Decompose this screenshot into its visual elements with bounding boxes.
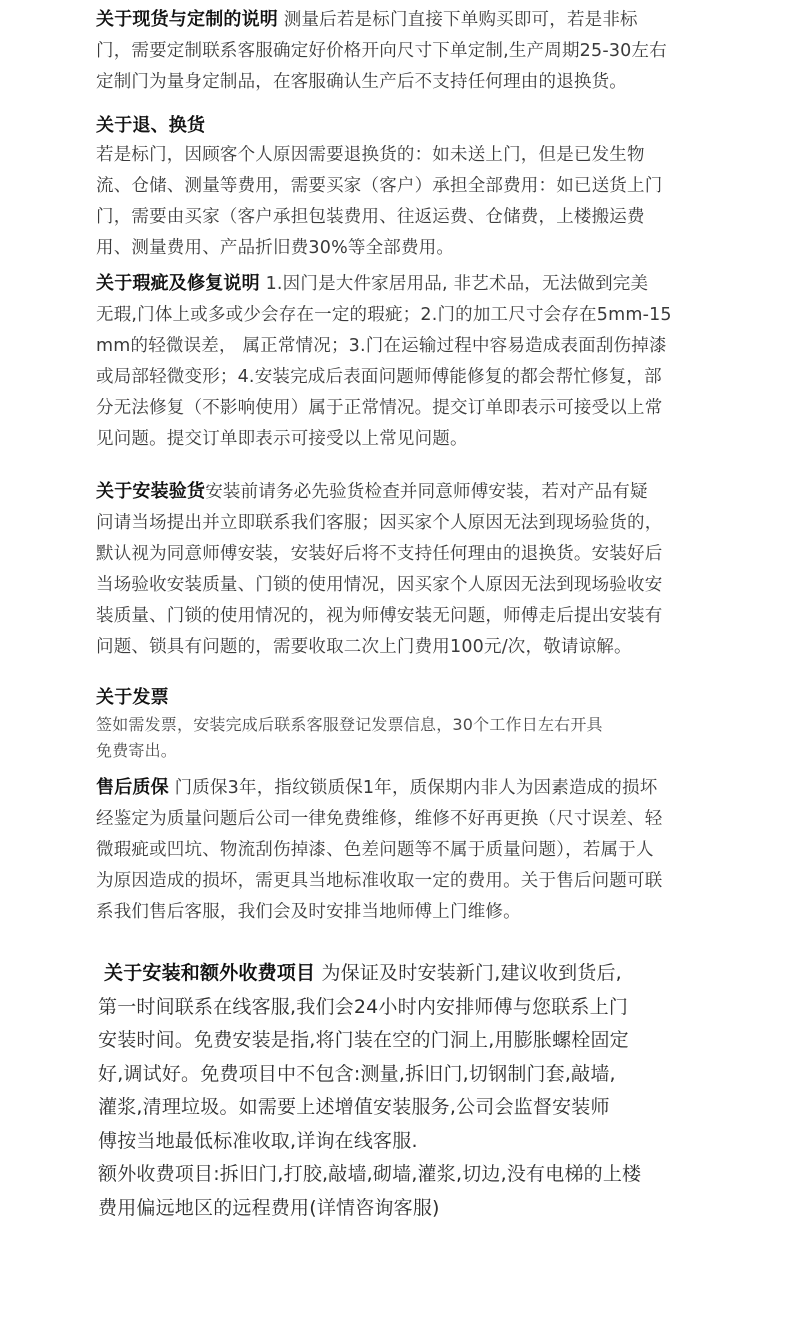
section-stock-and-custom: [96, 4, 700, 98]
section-line: 门，需要定制联系客服确定好价格开向尺寸下单定制,生产周期25-30左右: [96, 41, 667, 61]
section-return-exchange: [96, 112, 700, 264]
section-line: 费用偏远地区的远程费用(详情咨询客服): [98, 1196, 440, 1219]
section-invoice: [96, 684, 700, 764]
section-line: 无瑕,门体上或多或少会存在一定的瑕疵；2.门的加工尺寸会存在5mm-15: [96, 305, 672, 325]
section-line: 流、仓储、测量等费用，需要买家（客户）承担全部费用：如已送货上门: [96, 176, 663, 196]
section-title: 关于瑕疵及修复说明: [96, 273, 260, 294]
section-line: 售后质保 门质保3年，指纹锁质保1年，质保期内非人为因素造成的损坏: [96, 777, 658, 798]
section-line: 问请当场提出并立即联系我们客服；因买家个人原因无法到现场验货的，: [96, 513, 663, 533]
section-line: 傅按当地最低标准收取,详询在线客服.: [98, 1129, 418, 1152]
section-line: 关于安装验货安装前请务必先验货检查并同意师傅安装，若对产品有疑: [96, 481, 648, 502]
section-line: 分无法修复（不影响使用）属于正常情况。提交订单即表示可接受以上常: [96, 398, 663, 418]
section-title: 售后质保: [96, 777, 169, 798]
section-line: 定制门为量身定制品，在客服确认生产后不支持任何理由的退换货。: [96, 72, 627, 92]
section-install-inspection: [96, 476, 700, 663]
section-line: 用、测量费用、产品折旧费30%等全部费用。: [96, 238, 455, 258]
section-line: 关于安装和额外收费项目 为保证及时安装新门,建议收到货后,: [98, 957, 702, 991]
section-line: 好,调试好。免费项目中不包含:测量,拆旧门,切钢制门套,敲墙,: [98, 1062, 616, 1085]
section-defect-repair: [96, 268, 700, 455]
section-line: 系我们售后客服，我们会及时安排当地师傅上门维修。: [96, 902, 521, 922]
section-line: 微瑕疵或凹坑、物流刮伤掉漆、色差问题等不属于质量问题），若属于人: [96, 840, 654, 860]
section-line: 关于瑕疵及修复说明 1.因门是大件家居用品, 非艺术品，无法做到完美: [96, 273, 649, 294]
section-line: 第一时间联系在线客服,我们会24小时内安排师傅与您联系上门: [98, 995, 629, 1018]
section-line: 为原因造成的损坏，需更具当地标准收取一定的费用。关于售后问题可联: [96, 871, 663, 891]
section-line: 免费寄出。: [96, 741, 178, 760]
section-title: 关于安装和额外收费项目: [104, 962, 316, 984]
section-line: 关于现货与定制的说明 测量后若是标门直接下单购买即可，若是非标: [96, 9, 638, 30]
section-warranty: [96, 772, 700, 928]
section-line: mm的轻微误差， 属正常情况；3.门在运输过程中容易造成表面刮伤掉漆: [96, 336, 667, 356]
section-line: 当场验收安装质量、门锁的使用情况，因买家个人原因无法到现场验收安: [96, 575, 663, 595]
section-line: 默认视为同意师傅安装，安装好后将不支持任何理由的退换货。安装好后: [96, 544, 663, 564]
section-title: 关于现货与定制的说明: [96, 9, 278, 30]
section-line: 见问题。提交订单即表示可接受以上常见问题。: [96, 429, 468, 449]
section-line: 额外收费项目:拆旧门,打胶,敲墙,砌墙,灌浆,切边,没有电梯的上楼: [98, 1163, 642, 1185]
section-line: 经鉴定为质量问题后公司一律免费维修，维修不好再更换（尺寸误差、轻: [96, 809, 663, 829]
section-title: 关于退、换货: [96, 115, 206, 136]
section-line: 或局部轻微变形；4.安装完成后表面问题师傅能修复的都会帮忙修复，部: [96, 367, 662, 387]
section-line: 若是标门，因顾客个人原因需要退换货的：如未送上门，但是已发生物: [96, 145, 645, 165]
section-line: 门，需要由买家（客户承担包装费用、往返运费、仓储费，上楼搬运费: [96, 207, 645, 227]
section-line: 签如需发票，安装完成后联系客服登记发票信息，30个工作日左右开具: [96, 715, 603, 734]
section-title: 关于安装验货: [96, 481, 206, 502]
section-install-extra-fees: [98, 957, 702, 1225]
section-title: 关于发票: [96, 687, 169, 708]
section-line: 灌浆,清理垃圾。如需要上述增值安装服务,公司会监督安装师: [98, 1096, 610, 1118]
section-line: 安装时间。免费安装是指,将门装在空的门洞上,用膨胀螺栓固定: [98, 1029, 629, 1051]
section-line: 问题、锁具有问题的，需要收取二次上门费用100元/次，敬请谅解。: [96, 637, 632, 657]
section-line: 装质量、门锁的使用情况的，视为师傅安装无问题，师傅走后提出安装有: [96, 606, 663, 626]
